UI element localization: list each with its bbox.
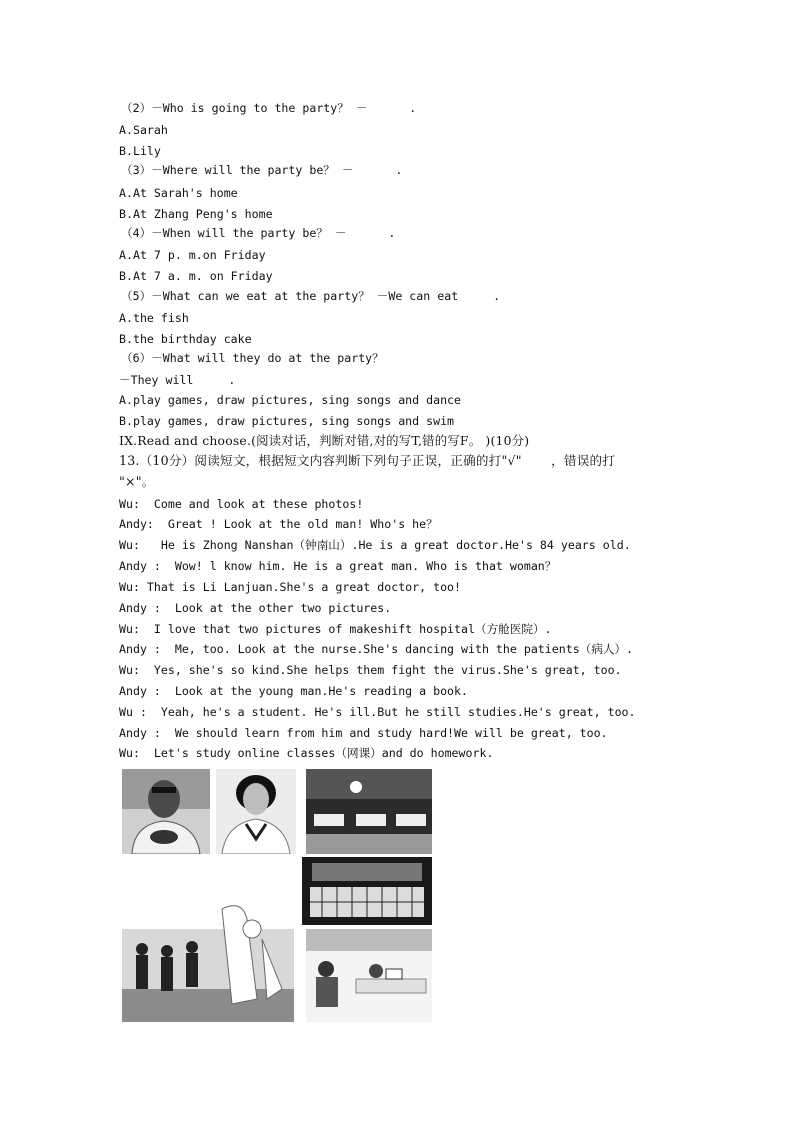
hospital-hall-photo (306, 769, 432, 854)
dialogue-line: Andy : Me, too. Look at the nurse.She's dancing with the patients（病人）. (119, 642, 634, 656)
hospital-beds-photo (302, 857, 432, 925)
section-title: IX.Read and choose.(阅读对话，判断对错,对的写T,错的写F。 )(10分) (119, 433, 530, 448)
section-instruction: 13.（10分）阅读短文，根据短文内容判断下列句子正误，正确的打"√" ，错误的打 (119, 453, 616, 468)
nurse-dancing-photo (122, 889, 294, 1022)
question-4-option-a: A.At 7 p. m.on Friday (119, 248, 266, 262)
question-3-option-a: A.At Sarah's home (119, 186, 238, 200)
dialogue-line: Andy : We should learn from him and study hard!We will be great, too. (119, 726, 608, 740)
question-3: （3）－Where will the party be？ － . (121, 163, 403, 177)
dialogue-line: Wu: Come and look at these photos! (119, 497, 364, 511)
question-2-option-a: A.Sarah (119, 123, 168, 137)
dialogue-line: Andy : Wow! l know him. He is a great man. Who is that woman？ (119, 559, 557, 573)
question-6-answer-line: －They will . (119, 373, 236, 387)
dialogue-line: Andy : Look at the other two pictures. (119, 601, 392, 615)
question-6: （6）－What will they do at the party？ (121, 351, 384, 365)
question-5-option-a: A.the fish (119, 311, 189, 325)
photo-collage (122, 769, 432, 1022)
dialogue-line: Wu: I love that two pictures of makeshift hospital（方舱医院）. (119, 622, 552, 636)
dialogue-line: Wu : Yeah, he's a student. He's ill.But he still studies.He's great, too. (119, 705, 636, 719)
dialogue-line: Andy: Great ! Look at the old man! Who's he？ (119, 517, 438, 531)
woman-doctor-photo (216, 769, 296, 854)
dialogue-line: Andy : Look at the young man.He's reading a book. (119, 684, 469, 698)
question-6-option-b: B.play games, draw pictures, sing songs and swim (119, 414, 455, 428)
question-3-option-b: B.At Zhang Peng's home (119, 207, 273, 221)
question-5: （5）－What can we eat at the party？ －We can eat . (121, 289, 501, 303)
section-instruction-continued: "×"。 (119, 474, 155, 489)
dialogue-line: Wu: He is Zhong Nanshan（钟南山）.He is a great doctor.He's 84 years old. (119, 538, 631, 552)
question-6-option-a: A.play games, draw pictures, sing songs and dance (119, 393, 462, 407)
question-2: （2）－Who is going to the party？ － . (121, 101, 417, 115)
question-4-option-b: B.At 7 a. m. on Friday (119, 269, 273, 283)
dialogue-line: Wu: Yes, she's so kind.She helps them fight the virus.She's great, too. (119, 663, 622, 677)
dialogue-line: Wu: Let's study online classes（网课）and do homework. (119, 746, 494, 760)
dialogue-line: Wu: That is Li Lanjuan.She's a great doctor, too! (119, 580, 462, 594)
question-4: （4）－When will the party be？ － . (121, 226, 396, 240)
old-man-photo (122, 769, 210, 854)
question-2-option-b: B.Lily (119, 144, 161, 158)
student-reading-photo (306, 929, 432, 1022)
question-5-option-b: B.the birthday cake (119, 332, 252, 346)
